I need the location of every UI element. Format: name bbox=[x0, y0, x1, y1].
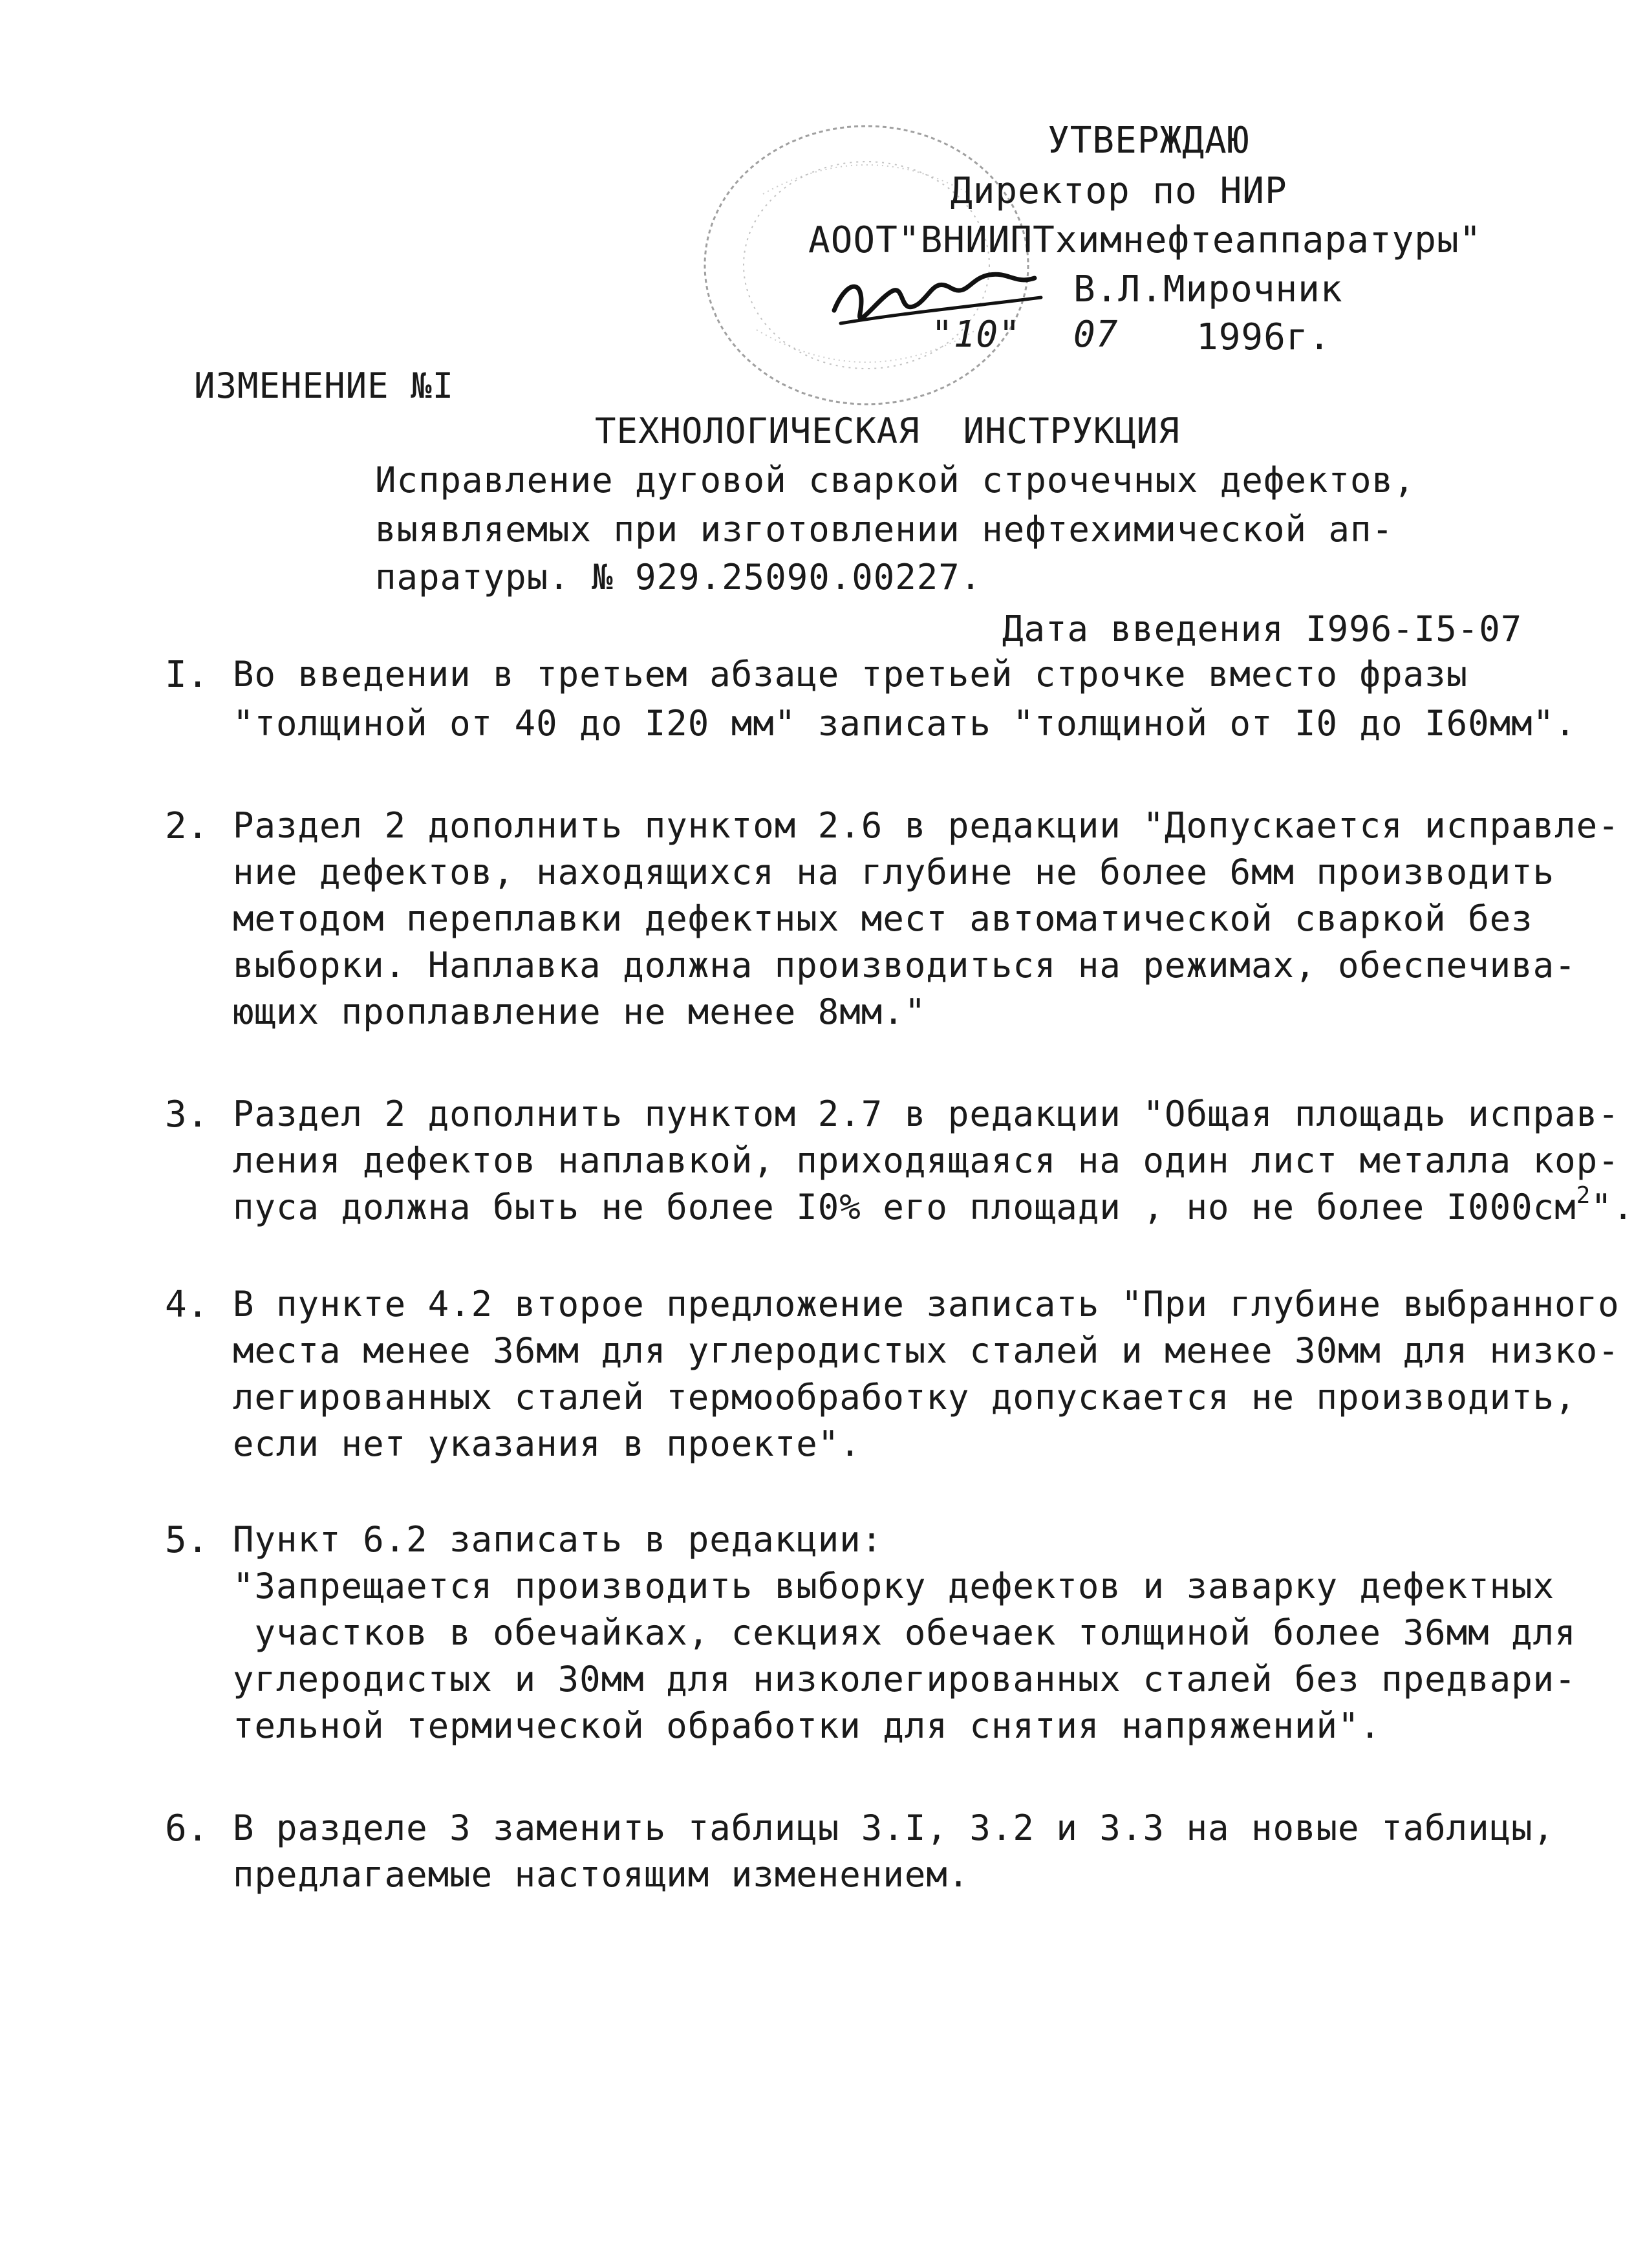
item-line: места менее 36мм для углеродистых сталей и менее 30мм для низко- bbox=[233, 1330, 1620, 1371]
item-line-text: пуса должна быть не более I0% его площади , но не более I000см bbox=[233, 1187, 1576, 1227]
item-line: если нет указания в проекте". bbox=[233, 1423, 861, 1464]
item-line: ние дефектов, находящихся на глубине не более 6мм производить bbox=[233, 852, 1555, 892]
item-line: Во введении в третьем абзаце третьей строчке вместо фразы bbox=[233, 654, 1468, 695]
item-line: Раздел 2 дополнить пунктом 2.7 в редакции "Общая площадь исправ- bbox=[233, 1094, 1620, 1134]
superscript: 2 bbox=[1576, 1182, 1591, 1209]
approval-organization: АООТ"ВНИИПТхимнефтеаппаратуры" bbox=[808, 219, 1482, 261]
item-line: выборки. Наплавка должна производиться на режимах, обеспечива- bbox=[233, 945, 1576, 986]
subtitle-line: выявляемых при изготовлении нефтехимической ап- bbox=[375, 509, 1394, 550]
approval-date-year: 1996г. bbox=[1196, 316, 1331, 358]
approval-name: В.Л.Мирочник bbox=[1073, 268, 1343, 310]
item-line-tail: ". bbox=[1591, 1187, 1634, 1227]
item-line: углеродистых и 30мм для низколегированных сталей без предвари- bbox=[233, 1659, 1576, 1700]
item-line bbox=[233, 1182, 1634, 1227]
item-line: "толщиной от 40 до I20 мм" записать "толщиной от I0 до I60мм". bbox=[233, 703, 1576, 744]
document-type: ТЕХНОЛОГИЧЕСКАЯ ИНСТРУКЦИЯ bbox=[595, 411, 1180, 451]
approval-position: Директор по НИР bbox=[951, 170, 1287, 212]
change-label: ИЗМЕНЕНИЕ №I bbox=[194, 365, 455, 406]
item-line: ющих проплавление не менее 8мм." bbox=[233, 991, 927, 1032]
item-number: 4. bbox=[165, 1284, 209, 1326]
item-line: В разделе 3 заменить таблицы 3.I, 3.2 и 3.3 на новые таблицы, bbox=[233, 1808, 1555, 1848]
item-line: Раздел 2 дополнить пунктом 2.6 в редакции "Допускается исправле- bbox=[233, 805, 1620, 846]
approval-date-month: 07 bbox=[1073, 314, 1119, 356]
item-line: ления дефектов наплавкой, приходящаяся на один лист металла кор- bbox=[233, 1140, 1620, 1181]
approval-date-day: "10" bbox=[931, 314, 1021, 356]
item-line: В пункте 4.2 второе предложение записать "При глубине выбранного bbox=[233, 1284, 1620, 1324]
approval-title: УТВЕРЖДАЮ bbox=[1048, 120, 1250, 162]
item-line: участков в обечайках, секциях обечаек толщиной более 36мм для bbox=[233, 1612, 1576, 1653]
item-line: предлагаемые настоящим изменением. bbox=[233, 1854, 970, 1895]
item-line: легированных сталей термообработку допускается не производить, bbox=[233, 1377, 1576, 1418]
item-number: I. bbox=[165, 654, 209, 696]
item-number: 3. bbox=[165, 1094, 209, 1136]
item-line: тельной термической обработки для снятия напряжений". bbox=[233, 1705, 1382, 1746]
subtitle-line: паратуры. № 929.25090.00227. bbox=[375, 557, 982, 598]
item-number: 2. bbox=[165, 805, 209, 847]
item-line: методом переплавки дефектных мест автоматической сваркой без bbox=[233, 898, 1533, 939]
item-line: "Запрещается производить выборку дефектов и заварку дефектных bbox=[233, 1566, 1555, 1606]
effective-date: Дата введения I996-I5-07 bbox=[1002, 609, 1523, 649]
item-number: 6. bbox=[165, 1808, 209, 1850]
item-number: 5. bbox=[165, 1519, 209, 1561]
subtitle-line: Исправление дуговой сваркой строчечных дефектов, bbox=[375, 460, 1415, 501]
item-line: Пункт 6.2 записать в редакции: bbox=[233, 1519, 883, 1560]
